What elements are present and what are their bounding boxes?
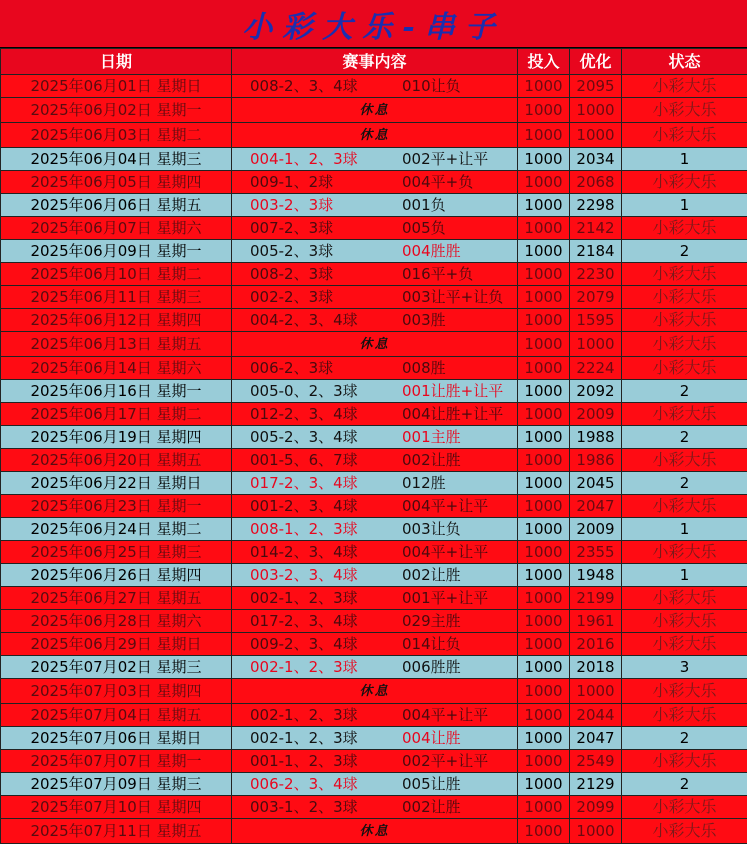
status-cell: 小彩大乐	[622, 263, 747, 286]
optimized-cell: 2068	[570, 171, 622, 194]
status-cell: 2	[622, 380, 747, 403]
investment-cell: 1000	[518, 633, 570, 656]
match-score-pick: 001-1、2、3球	[250, 752, 358, 770]
match-content-cell	[232, 727, 518, 750]
optimized-cell: 1000	[570, 98, 622, 123]
status-cell: 小彩大乐	[622, 123, 747, 148]
investment-cell: 1000	[518, 332, 570, 357]
rest-label: 休息	[359, 337, 390, 352]
table-row	[1, 286, 747, 309]
match-result-pick: 005负	[402, 219, 446, 237]
investment-cell: 1000	[518, 98, 570, 123]
date-cell: 2025年06月28日 星期六	[1, 610, 232, 633]
match-content-cell	[232, 426, 518, 449]
match-content-cell	[232, 309, 518, 332]
optimized-cell: 1595	[570, 309, 622, 332]
match-content-cell	[232, 263, 518, 286]
optimized-cell: 2199	[570, 587, 622, 610]
match-content-cell	[232, 656, 518, 679]
date-cell: 2025年06月13日 星期五	[1, 332, 232, 357]
date-cell: 2025年06月12日 星期四	[1, 309, 232, 332]
status-cell: 小彩大乐	[622, 541, 747, 564]
date-cell: 2025年06月16日 星期一	[1, 380, 232, 403]
optimized-cell: 1000	[570, 123, 622, 148]
rest-label: 休息	[359, 684, 390, 699]
table-row	[1, 495, 747, 518]
match-content-cell	[232, 587, 518, 610]
table-row	[1, 309, 747, 332]
date-cell: 2025年07月11日 星期五	[1, 819, 232, 844]
match-score-pick: 004-1、2、3球	[250, 150, 358, 168]
match-result-pick: 029主胜	[402, 612, 461, 630]
match-score-pick: 005-0、2、3球	[250, 382, 358, 400]
optimized-cell: 2224	[570, 357, 622, 380]
match-score-pick: 002-2、3球	[250, 288, 334, 306]
optimized-cell: 1000	[570, 679, 622, 704]
investment-cell: 1000	[518, 727, 570, 750]
table-row	[1, 750, 747, 773]
optimized-cell: 1000	[570, 332, 622, 357]
match-result-pick: 004平+让平	[402, 543, 489, 561]
status-cell: 小彩大乐	[622, 98, 747, 123]
status-cell: 小彩大乐	[622, 704, 747, 727]
status-cell: 小彩大乐	[622, 587, 747, 610]
table-row	[1, 727, 747, 750]
status-cell: 小彩大乐	[622, 332, 747, 357]
match-content-cell	[232, 380, 518, 403]
status-cell: 小彩大乐	[622, 633, 747, 656]
status-cell: 小彩大乐	[622, 309, 747, 332]
date-cell: 2025年06月29日 星期日	[1, 633, 232, 656]
investment-cell: 1000	[518, 380, 570, 403]
investment-cell: 1000	[518, 217, 570, 240]
optimized-cell: 2009	[570, 518, 622, 541]
optimized-cell: 2009	[570, 403, 622, 426]
match-result-pick: 003胜	[402, 311, 446, 329]
match-content-cell	[232, 704, 518, 727]
table-row	[1, 123, 747, 148]
match-result-pick: 008胜	[402, 359, 446, 377]
match-score-pick: 008-2、3球	[250, 265, 334, 283]
optimized-cell: 2016	[570, 633, 622, 656]
investment-cell: 1000	[518, 541, 570, 564]
investment-cell: 1000	[518, 357, 570, 380]
column-header-optimized: 优化	[570, 49, 622, 75]
status-cell: 小彩大乐	[622, 796, 747, 819]
table-row	[1, 171, 747, 194]
optimized-cell: 1961	[570, 610, 622, 633]
optimized-cell: 2044	[570, 704, 622, 727]
match-content-cell	[232, 518, 518, 541]
date-cell: 2025年06月17日 星期二	[1, 403, 232, 426]
date-cell: 2025年06月20日 星期五	[1, 449, 232, 472]
table-row	[1, 380, 747, 403]
match-result-pick: 001让胜+让平	[402, 382, 504, 400]
table-row	[1, 679, 747, 704]
column-header-investment: 投入	[518, 49, 570, 75]
date-cell: 2025年06月24日 星期二	[1, 518, 232, 541]
match-score-pick: 003-1、2、3球	[250, 798, 358, 816]
table-row	[1, 587, 747, 610]
optimized-cell: 2047	[570, 727, 622, 750]
date-cell: 2025年06月03日 星期二	[1, 123, 232, 148]
date-cell: 2025年06月14日 星期六	[1, 357, 232, 380]
match-score-pick: 005-2、3、4球	[250, 428, 358, 446]
investment-cell: 1000	[518, 75, 570, 98]
optimized-cell: 1988	[570, 426, 622, 449]
table-row	[1, 403, 747, 426]
match-content-cell	[232, 541, 518, 564]
investment-cell: 1000	[518, 495, 570, 518]
match-score-pick: 017-2、3、4球	[250, 612, 358, 630]
match-content-cell	[232, 633, 518, 656]
status-cell: 1	[622, 194, 747, 217]
status-cell: 小彩大乐	[622, 495, 747, 518]
match-content-cell	[232, 564, 518, 587]
investment-cell: 1000	[518, 171, 570, 194]
match-result-pick: 002让胜	[402, 566, 461, 584]
match-score-pick: 001-5、6、7球	[250, 451, 358, 469]
match-content-cell	[232, 123, 518, 148]
match-result-pick: 004胜胜	[402, 242, 461, 260]
page-title: 小彩大乐-串子	[242, 9, 505, 45]
investment-cell: 1000	[518, 796, 570, 819]
status-cell: 2	[622, 426, 747, 449]
match-content-cell	[232, 819, 518, 844]
table-row	[1, 426, 747, 449]
match-score-pick: 009-2、3、4球	[250, 635, 358, 653]
match-content-cell	[232, 357, 518, 380]
status-cell: 小彩大乐	[622, 75, 747, 98]
table-row	[1, 819, 747, 844]
match-result-pick: 010让负	[402, 77, 461, 95]
investment-cell: 1000	[518, 449, 570, 472]
match-content-cell	[232, 332, 518, 357]
table-row	[1, 75, 747, 98]
investment-cell: 1000	[518, 194, 570, 217]
match-score-pick: 009-1、2球	[250, 173, 334, 191]
investment-cell: 1000	[518, 286, 570, 309]
status-cell: 小彩大乐	[622, 750, 747, 773]
optimized-cell: 2129	[570, 773, 622, 796]
status-cell: 小彩大乐	[622, 449, 747, 472]
table-row	[1, 796, 747, 819]
column-header-status: 状态	[622, 49, 747, 75]
match-content-cell	[232, 610, 518, 633]
investment-cell: 1000	[518, 587, 570, 610]
match-score-pick: 014-2、3、4球	[250, 543, 358, 561]
match-result-pick: 002让胜	[402, 451, 461, 469]
match-result-pick: 002让胜	[402, 798, 461, 816]
optimized-cell: 2355	[570, 541, 622, 564]
table-row	[1, 704, 747, 727]
match-score-pick: 003-2、3、4球	[250, 566, 358, 584]
match-result-pick: 002平+让平	[402, 150, 489, 168]
match-result-pick: 016平+负	[402, 265, 474, 283]
investment-cell: 1000	[518, 610, 570, 633]
date-cell: 2025年06月09日 星期一	[1, 240, 232, 263]
date-cell: 2025年07月07日 星期一	[1, 750, 232, 773]
match-content-cell	[232, 403, 518, 426]
table-row	[1, 541, 747, 564]
column-header-date: 日期	[1, 49, 232, 75]
match-result-pick: 001平+让平	[402, 589, 489, 607]
match-result-pick: 004平+让平	[402, 497, 489, 515]
match-score-pick: 002-1、2、3球	[250, 658, 358, 676]
status-cell: 2	[622, 773, 747, 796]
date-cell: 2025年07月04日 星期五	[1, 704, 232, 727]
table-row	[1, 148, 747, 171]
investment-cell: 1000	[518, 564, 570, 587]
date-cell: 2025年06月23日 星期一	[1, 495, 232, 518]
match-result-pick: 001主胜	[402, 428, 461, 446]
optimized-cell: 2045	[570, 472, 622, 495]
optimized-cell: 2099	[570, 796, 622, 819]
optimized-cell: 2549	[570, 750, 622, 773]
match-result-pick: 004平+让平	[402, 706, 489, 724]
optimized-cell: 2092	[570, 380, 622, 403]
table-row	[1, 472, 747, 495]
table-body	[1, 75, 747, 844]
investment-cell: 1000	[518, 819, 570, 844]
match-content-cell	[232, 750, 518, 773]
investment-cell: 1000	[518, 148, 570, 171]
match-content-cell	[232, 171, 518, 194]
table-row	[1, 98, 747, 123]
date-cell: 2025年06月04日 星期三	[1, 148, 232, 171]
match-score-pick: 002-1、2、3球	[250, 729, 358, 747]
match-score-pick: 006-2、3、4球	[250, 775, 358, 793]
date-cell: 2025年07月03日 星期四	[1, 679, 232, 704]
match-score-pick: 005-2、3球	[250, 242, 334, 260]
status-cell: 1	[622, 148, 747, 171]
status-cell: 1	[622, 518, 747, 541]
date-cell: 2025年06月27日 星期五	[1, 587, 232, 610]
table-row	[1, 449, 747, 472]
date-cell: 2025年06月11日 星期三	[1, 286, 232, 309]
investment-cell: 1000	[518, 403, 570, 426]
investment-cell: 1000	[518, 123, 570, 148]
date-cell: 2025年06月19日 星期四	[1, 426, 232, 449]
optimized-cell: 2184	[570, 240, 622, 263]
status-cell: 小彩大乐	[622, 819, 747, 844]
match-score-pick: 002-1、2、3球	[250, 589, 358, 607]
investment-cell: 1000	[518, 656, 570, 679]
table-row	[1, 194, 747, 217]
match-content-cell	[232, 679, 518, 704]
optimized-cell: 2230	[570, 263, 622, 286]
date-cell: 2025年07月09日 星期三	[1, 773, 232, 796]
match-result-pick: 006胜胜	[402, 658, 461, 676]
date-cell: 2025年06月10日 星期二	[1, 263, 232, 286]
optimized-cell: 2079	[570, 286, 622, 309]
table-row	[1, 240, 747, 263]
match-content-cell	[232, 495, 518, 518]
match-content-cell	[232, 148, 518, 171]
match-result-pick: 003让负	[402, 520, 461, 538]
optimized-cell: 2298	[570, 194, 622, 217]
status-cell: 2	[622, 727, 747, 750]
investment-cell: 1000	[518, 773, 570, 796]
investment-cell: 1000	[518, 240, 570, 263]
match-result-pick: 005让胜	[402, 775, 461, 793]
match-score-pick: 007-2、3球	[250, 219, 334, 237]
table-row	[1, 773, 747, 796]
table-row	[1, 610, 747, 633]
match-result-pick: 004平+负	[402, 173, 474, 191]
table-row	[1, 518, 747, 541]
match-result-pick: 014让负	[402, 635, 461, 653]
optimized-cell: 1000	[570, 819, 622, 844]
optimized-cell: 2142	[570, 217, 622, 240]
optimized-cell: 2034	[570, 148, 622, 171]
optimized-cell: 2018	[570, 656, 622, 679]
match-score-pick: 004-2、3、4球	[250, 311, 358, 329]
table-row	[1, 332, 747, 357]
rest-label: 休息	[359, 128, 390, 143]
match-content-cell	[232, 75, 518, 98]
table-row	[1, 357, 747, 380]
match-content-cell	[232, 217, 518, 240]
investment-cell: 1000	[518, 518, 570, 541]
date-cell: 2025年07月10日 星期四	[1, 796, 232, 819]
match-score-pick: 002-1、2、3球	[250, 706, 358, 724]
date-cell: 2025年06月26日 星期四	[1, 564, 232, 587]
table-row	[1, 263, 747, 286]
match-content-cell	[232, 472, 518, 495]
date-cell: 2025年07月02日 星期三	[1, 656, 232, 679]
match-content-cell	[232, 773, 518, 796]
status-cell: 3	[622, 656, 747, 679]
match-result-pick: 004让胜+让平	[402, 405, 504, 423]
investment-cell: 1000	[518, 263, 570, 286]
date-cell: 2025年06月05日 星期四	[1, 171, 232, 194]
match-score-pick: 017-2、3、4球	[250, 474, 358, 492]
header-row	[1, 49, 747, 75]
date-cell: 2025年06月22日 星期日	[1, 472, 232, 495]
results-table	[0, 48, 747, 844]
title-banner	[0, 0, 747, 48]
rest-label: 休息	[359, 103, 390, 118]
match-content-cell	[232, 449, 518, 472]
match-content-cell	[232, 98, 518, 123]
status-cell: 2	[622, 240, 747, 263]
date-cell: 2025年06月06日 星期五	[1, 194, 232, 217]
date-cell: 2025年06月01日 星期日	[1, 75, 232, 98]
status-cell: 1	[622, 564, 747, 587]
investment-cell: 1000	[518, 679, 570, 704]
status-cell: 小彩大乐	[622, 610, 747, 633]
investment-cell: 1000	[518, 309, 570, 332]
column-header-content: 赛事内容	[232, 49, 518, 75]
date-cell: 2025年07月06日 星期日	[1, 727, 232, 750]
match-result-pick: 002平+让平	[402, 752, 489, 770]
match-content-cell	[232, 240, 518, 263]
status-cell: 小彩大乐	[622, 357, 747, 380]
table-row	[1, 217, 747, 240]
table-row	[1, 564, 747, 587]
rest-label: 休息	[359, 824, 390, 839]
table-row	[1, 633, 747, 656]
date-cell: 2025年06月25日 星期三	[1, 541, 232, 564]
match-score-pick: 008-2、3、4球	[250, 77, 358, 95]
investment-cell: 1000	[518, 704, 570, 727]
match-content-cell	[232, 796, 518, 819]
match-score-pick: 001-2、3、4球	[250, 497, 358, 515]
table-row	[1, 656, 747, 679]
optimized-cell: 1948	[570, 564, 622, 587]
status-cell: 小彩大乐	[622, 403, 747, 426]
investment-cell: 1000	[518, 426, 570, 449]
match-content-cell	[232, 194, 518, 217]
match-content-cell	[232, 286, 518, 309]
date-cell: 2025年06月02日 星期一	[1, 98, 232, 123]
match-result-pick: 012胜	[402, 474, 446, 492]
optimized-cell: 2095	[570, 75, 622, 98]
match-score-pick: 012-2、3、4球	[250, 405, 358, 423]
status-cell: 小彩大乐	[622, 286, 747, 309]
status-cell: 小彩大乐	[622, 171, 747, 194]
status-cell: 2	[622, 472, 747, 495]
status-cell: 小彩大乐	[622, 217, 747, 240]
match-result-pick: 001负	[402, 196, 446, 214]
match-score-pick: 006-2、3球	[250, 359, 334, 377]
match-result-pick: 004让胜	[402, 729, 461, 747]
date-cell: 2025年06月07日 星期六	[1, 217, 232, 240]
optimized-cell: 1986	[570, 449, 622, 472]
investment-cell: 1000	[518, 472, 570, 495]
match-score-pick: 003-2、3球	[250, 196, 334, 214]
status-cell: 小彩大乐	[622, 679, 747, 704]
match-result-pick: 003让平+让负	[402, 288, 504, 306]
optimized-cell: 2047	[570, 495, 622, 518]
investment-cell: 1000	[518, 750, 570, 773]
match-score-pick: 008-1、2、3球	[250, 520, 358, 538]
